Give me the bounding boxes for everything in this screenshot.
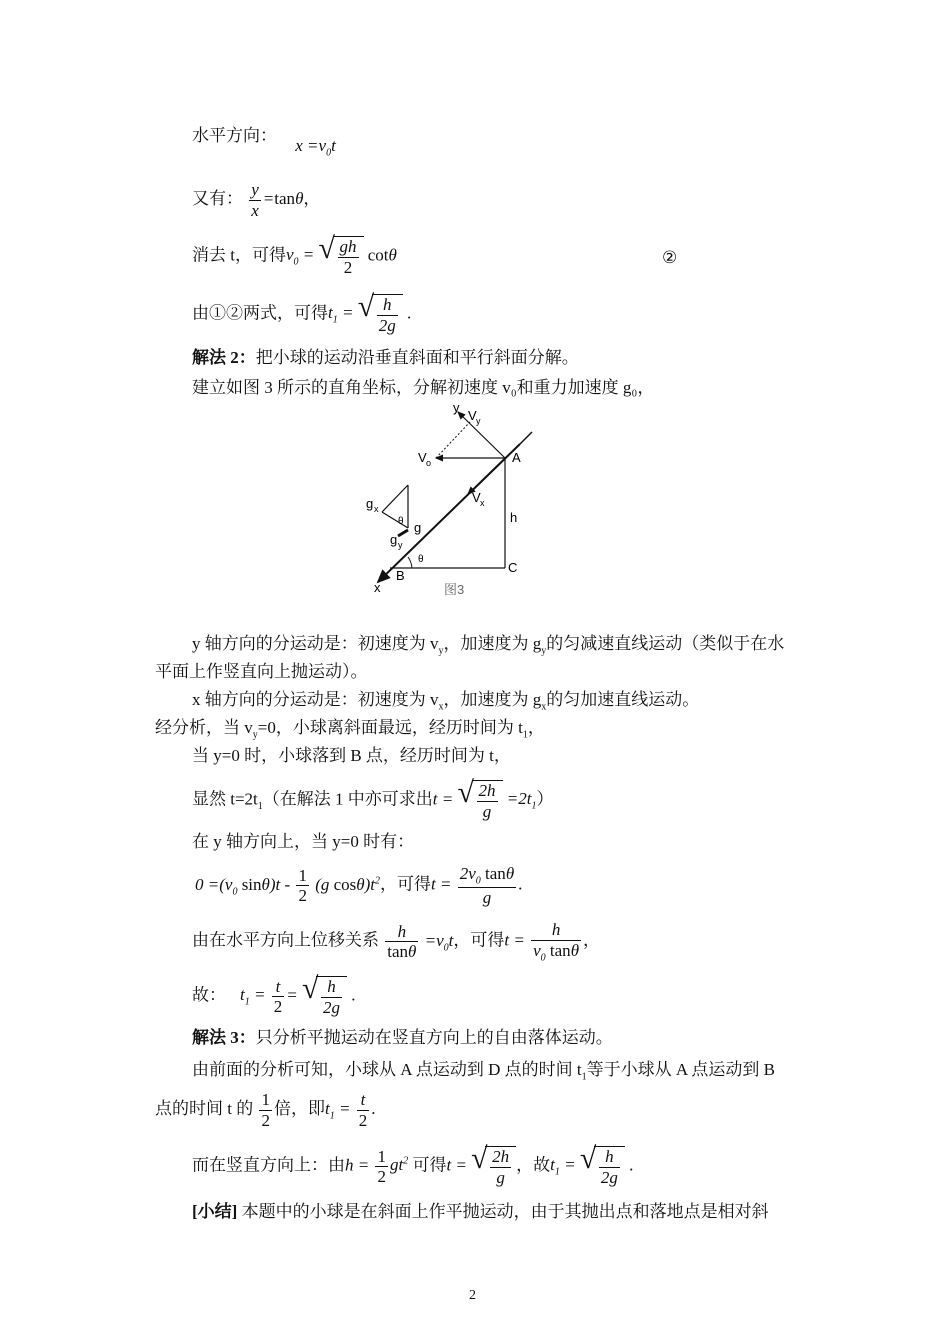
svg-text:图3: 图3 xyxy=(444,582,465,597)
summary-title: [小结] xyxy=(192,1202,238,1221)
svg-text:V: V xyxy=(418,450,427,465)
summary xyxy=(192,1202,769,1222)
fraction: $\frac{y}{x}$ xyxy=(251,180,259,220)
tan-eq: 又有： $\frac{y}{x}$ =tanθ， xyxy=(192,180,321,220)
label: 消去 t，可得 xyxy=(192,245,286,265)
svg-text:g: g xyxy=(390,532,398,547)
sqrt: √ $\frac{gh}{2}$ xyxy=(319,236,364,277)
svg-text:C: C xyxy=(508,560,518,575)
analysis: 经分析，当 $v_y=0$，小球离斜面最远，经历时间为 $t_1$， xyxy=(155,718,545,741)
svg-text:V: V xyxy=(472,490,481,505)
method2-heading xyxy=(192,348,579,368)
formula: $x =v_0t$ xyxy=(295,136,336,159)
free-fall-eq: 而在竖直方向上：由h = $\frac{1}{2}$ $gt^2$ 可得t = √ $\frac{2h}{g}$ ，故$t_1$ = √ $\frac{h}{2g}$ . xyxy=(192,1142,634,1187)
equation-number: ② xyxy=(662,248,678,267)
method2-title: 解法 2： xyxy=(192,348,256,367)
y-axis-condition: 在 y 轴方向上，当 y=0 时有： xyxy=(192,832,415,851)
v0-eq: 消去 t，可得$v_0$ = √ $\frac{gh}{2}$ cotθ xyxy=(192,232,397,277)
y-displacement-eq: $0 =(v_0$ sinθ)t - $\frac{1}{2}$ (g $\cos\theta)t^2$，可得t = $\frac{2v_0 \tan\theta}{g}$ . xyxy=(195,864,523,907)
svg-text:V: V xyxy=(468,408,477,423)
method2-line2: 建立如图 3 所示的直角坐标，分解初速度 v₀和重力加速度 g₀， xyxy=(192,378,655,397)
svg-text:g: g xyxy=(366,496,374,511)
page-number: 2 xyxy=(469,1288,476,1303)
svg-text:B: B xyxy=(396,568,405,583)
method2-text: 把小球的运动沿垂直斜面和平行斜面分解。 xyxy=(255,348,579,367)
svg-text:y: y xyxy=(453,400,460,415)
svg-text:g: g xyxy=(414,520,422,535)
svg-text:y: y xyxy=(476,416,481,426)
svg-text:o: o xyxy=(426,458,432,468)
svg-text:y: y xyxy=(398,540,403,550)
svg-text:A: A xyxy=(512,450,521,465)
label: 又有： xyxy=(192,188,243,208)
y-motion-2: 平面上作竖直向上抛运动）。 xyxy=(155,662,368,681)
svg-text:θ: θ xyxy=(398,516,404,527)
svg-text:x: x xyxy=(374,580,381,595)
landing: 当 y=0 时，小球落到 B 点，经历时间为 t， xyxy=(192,746,511,765)
x-displacement-eq: 由在水平方向上位移关系 $\frac{h}{\tan\theta}$ $=v_0t$，可得t = $\frac{h}{v_0 \tan\theta}$ ， xyxy=(192,920,601,963)
method3-heading xyxy=(192,1028,613,1048)
svg-text:h: h xyxy=(510,510,518,525)
label: 由①②两式，可得 xyxy=(192,303,328,323)
label: 水平方向： xyxy=(192,126,277,145)
svg-text:x: x xyxy=(374,504,379,514)
analysis-2: 由前面的分析可知，小球从 A 点运动到 D 点的时间 $t_1$等于小球从 A 点运动到 B xyxy=(192,1060,776,1083)
method3-title: 解法 3： xyxy=(192,1028,256,1047)
summary-text: 本题中的小球是在斜面上作平抛运动，由于其抛出点和落地点是相对斜 xyxy=(241,1202,769,1221)
svg-text:x: x xyxy=(480,498,485,508)
result-eq: 故： $t_1$ = $\frac{t}{2}$ = √ $\frac{h}{2g}$ . xyxy=(192,972,356,1017)
horizontal-eq xyxy=(192,126,336,159)
t1-eq: 由①②两式，可得$t_1$ = √ $\frac{h}{2g}$ . xyxy=(192,290,412,335)
half-relation: 点的时间 t 的 $\frac{1}{2}$ 倍，即$t_1$ = $\frac{t}{2}$ . xyxy=(155,1090,376,1130)
method3-text: 只分析平抛运动在竖直方向上的自由落体运动。 xyxy=(255,1028,613,1047)
y-motion-1: y 轴方向的分运动是：初速度为 $v_y$，加速度为 $g_y$的匀减速直线运动（类似于在水 xyxy=(192,634,785,657)
figure-3 xyxy=(360,400,560,600)
x-motion: x 轴方向的分运动是：初速度为 $v_x$，加速度为 $g_x$的匀加速直线运动。 xyxy=(192,690,700,713)
t-relation: 显然 $t=2t_1$（在解法 1 中亦可求出t = √ $\frac{2h}{g}$ $=2t_1$） xyxy=(192,776,554,821)
svg-text:θ: θ xyxy=(418,554,424,565)
